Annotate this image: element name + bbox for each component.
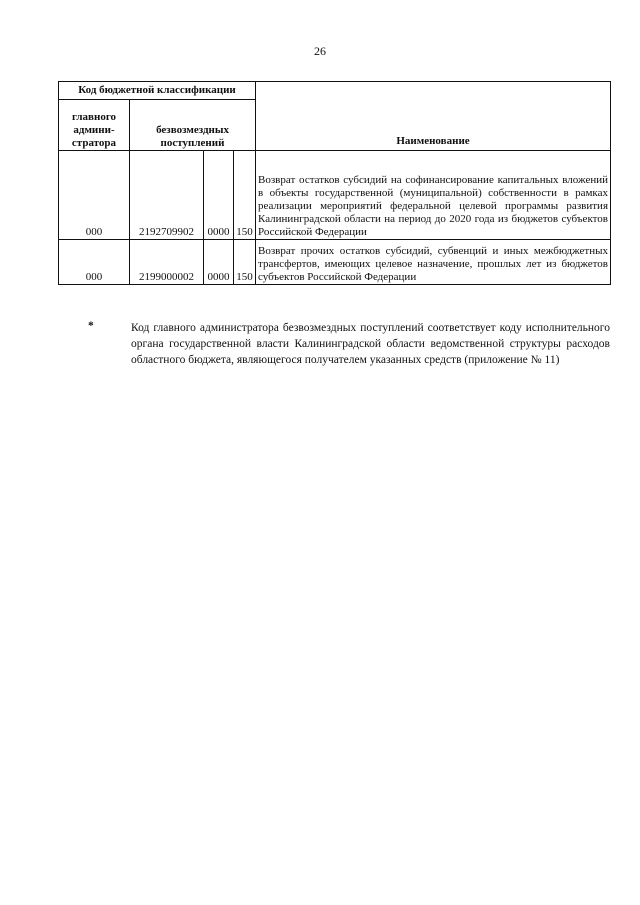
receipt-code-cell: 2199000002 (130, 240, 204, 285)
name-cell: Возврат остатков субсидий на софинансирование капитальных вложений в объекты государственной (муниципальной) собственности в рамках реализации мероприятий федеральной целевой программы развития Калининградской области на период до 2020 года из бюджетов субъектов Российской Федерации (256, 151, 611, 240)
page-number: 26 (314, 44, 326, 58)
receipt-suffix-cell: 150 (234, 151, 256, 240)
receipt-sub-cell: 0000 (204, 151, 234, 240)
table-row (59, 151, 611, 240)
header-receipts-code: безвозмездных поступлений (130, 100, 256, 151)
header-name: Наименование (256, 82, 611, 151)
budget-classification-table (58, 81, 611, 285)
header-admin-code: главного админи-стратора (59, 100, 130, 151)
admin-code-cell: 000 (59, 240, 130, 285)
header-budget-classification: Код бюджетной классификации (59, 82, 256, 100)
receipt-code-cell: 2192709902 (130, 151, 204, 240)
admin-code-cell: 000 (59, 151, 130, 240)
table-row (59, 240, 611, 285)
name-cell: Возврат прочих остатков субсидий, субвенций и иных межбюджетных трансфертов, имеющих целевое назначение, прошлых лет из бюджетов субъектов Российской Федерации (256, 240, 611, 285)
footnote-text: Код главного администратора безвозмездных поступлений соответствует коду исполнительного органа государственной власти Калининградской области ведомственной структуры расходов областного бюджета, являющегося получателем указанных средств (приложение № 11) (131, 322, 610, 366)
receipt-sub-cell: 0000 (204, 240, 234, 285)
footnote-mark: * (88, 320, 94, 332)
receipt-suffix-cell: 150 (234, 240, 256, 285)
footnote (88, 320, 610, 368)
